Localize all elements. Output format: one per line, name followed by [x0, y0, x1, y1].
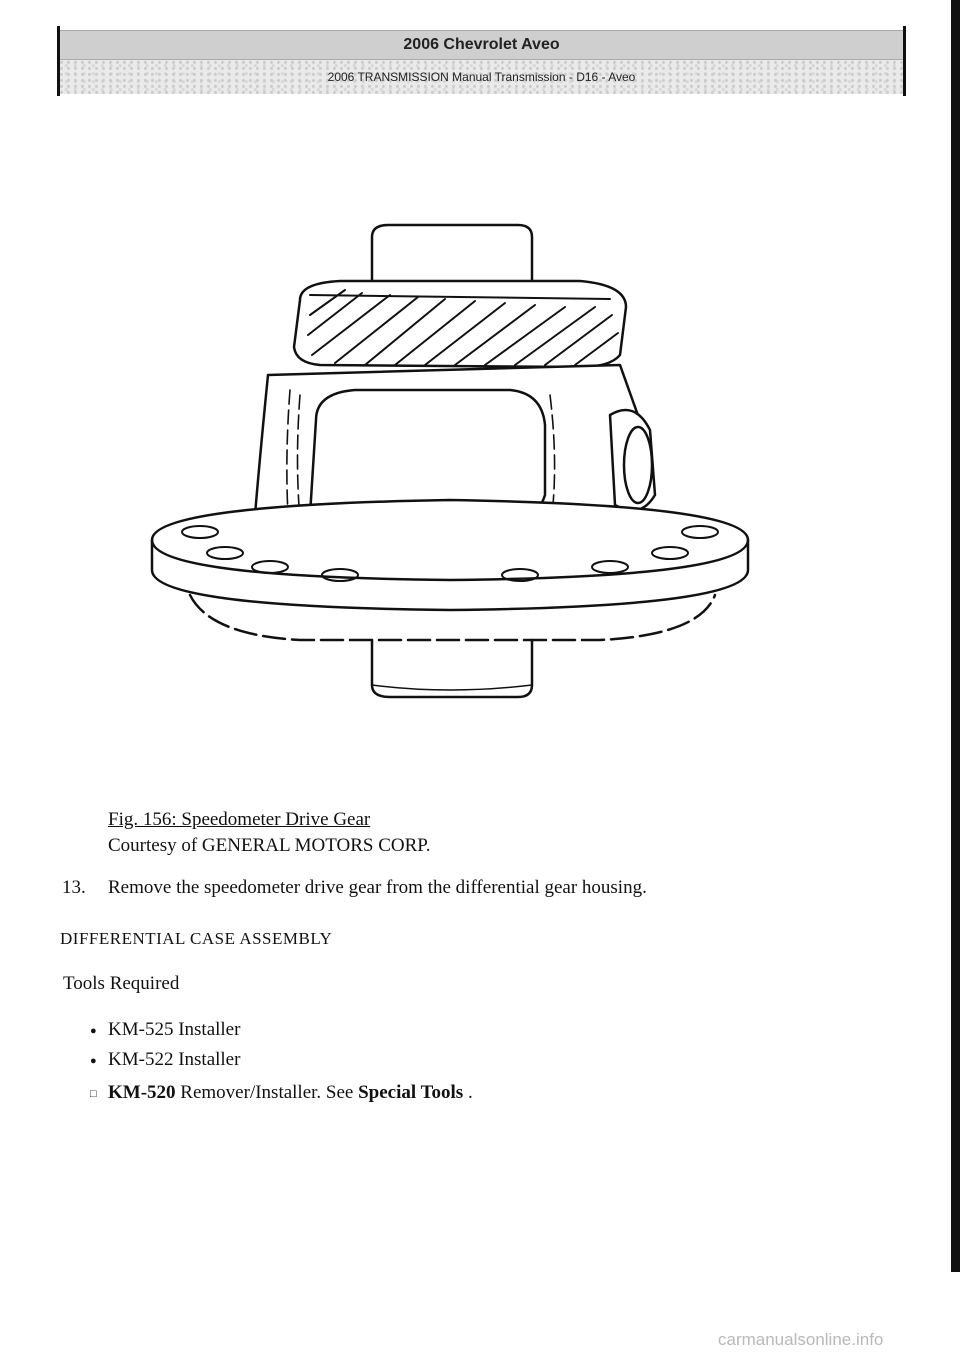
tool-tail: . [463, 1082, 473, 1103]
document-subtitle: 2006 TRANSMISSION Manual Transmission - D16 - Aveo [60, 60, 903, 94]
tools-heading: Tools Required [63, 973, 180, 994]
document-title: 2006 Chevrolet Aveo [60, 30, 903, 60]
figure-caption[interactable]: Fig. 156: Speedometer Drive Gear [108, 809, 371, 830]
page-edge-bar [951, 0, 960, 1272]
square-bullet-icon: □ [90, 1087, 97, 1100]
special-tools-link[interactable]: Special Tools [358, 1082, 464, 1103]
section-title: DIFFERENTIAL CASE ASSEMBLY [60, 929, 333, 948]
bullet-icon: ● [90, 1054, 97, 1067]
step-text: Remove the speedometer drive gear from the differential gear housing. [108, 877, 647, 898]
bullet-icon: ● [90, 1024, 97, 1037]
header-right-border [903, 26, 906, 96]
watermark: carmanualsonline.info [718, 1330, 884, 1349]
speedometer-drive-gear-illustration [140, 215, 760, 725]
figure-credit: Courtesy of GENERAL MOTORS CORP. [108, 835, 431, 856]
step-number: 13. [62, 877, 86, 898]
list-item [90, 1019, 240, 1041]
list-item [90, 1082, 473, 1104]
list-item [90, 1049, 240, 1071]
tool-label: KM-522 Installer [108, 1049, 241, 1070]
tool-code: KM-520 [108, 1082, 176, 1103]
tool-label: Remover/Installer. See [175, 1082, 359, 1103]
tool-label: KM-525 Installer [108, 1019, 241, 1040]
